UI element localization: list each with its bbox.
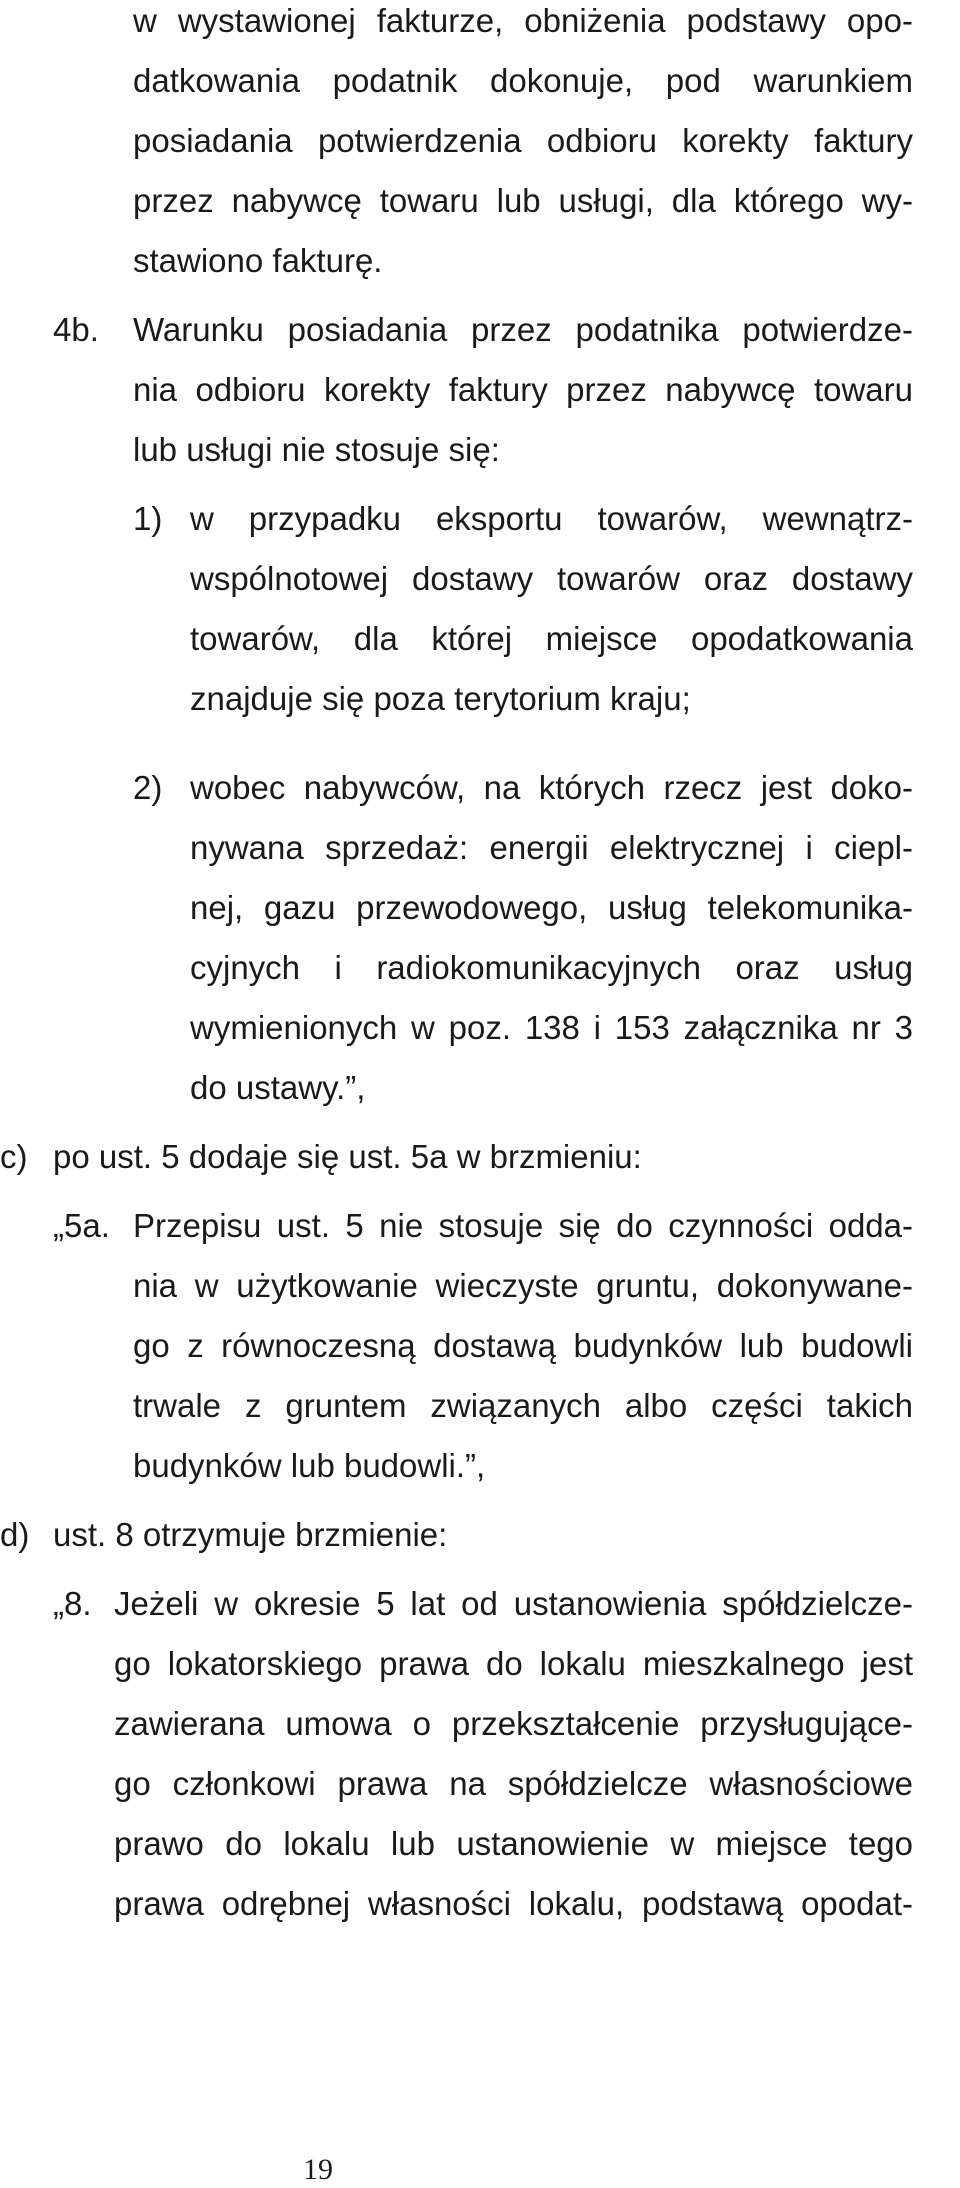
quoted-paragraph-label: „5a. [53,1207,110,1244]
text-line: datkowania podatnik dokonuje, pod warunkiem [133,62,913,99]
text-line: przez nabywcę towaru lub usługi, dla którego wy- [133,182,913,219]
text-line: prawo do lokalu lub ustanowienie w miejsce tego [114,1825,913,1862]
text-line: go lokatorskiego prawa do lokalu mieszkalnego jest [114,1645,913,1682]
text-line: zawierana umowa o przekształcenie przysługujące- [114,1705,913,1742]
page-number: 19 [303,2153,333,2186]
text-line: nia odbioru korekty faktury przez nabywcę towaru [133,371,913,408]
text-line: wymienionych w poz. 138 i 153 załącznika nr 3 [190,1009,913,1046]
text-line: go członkowi prawa na spółdzielcze własnościowe [114,1765,913,1802]
text-line: lub usługi nie stosuje się: [133,431,500,468]
amendment-instruction: ust. 8 otrzymuje brzmienie: [53,1516,448,1553]
text-line: prawa odrębnej własności lokalu, podstawą opodat- [114,1885,913,1922]
text-line: stawiono fakturę. [133,242,383,279]
text-line: wobec nabywców, na których rzecz jest doko- [190,769,913,806]
letter-label: d) [0,1516,30,1553]
amendment-instruction: po ust. 5 dodaje się ust. 5a w brzmieniu: [53,1138,642,1175]
text-line: do ustawy.”, [190,1069,366,1106]
text-line: w przypadku eksportu towarów, wewnątrz- [190,500,913,537]
text-line: posiadania potwierdzenia odbioru korekty faktury [133,122,913,159]
text-line: go z równoczesną dostawą budynków lub budowli [133,1327,913,1364]
text-line: Jeżeli w okresie 5 lat od ustanowienia spółdzielcze- [114,1585,913,1622]
paragraph-label: 4b. [53,311,99,348]
text-line: wspólnotowej dostawy towarów oraz dostawy [190,560,913,597]
text-line: nej, gazu przewodowego, usług telekomunika- [190,889,913,926]
text-line: cyjnych i radiokomunikacyjnych oraz usług [190,949,913,986]
letter-label: c) [0,1138,28,1175]
text-line: nia w użytkowanie wieczyste gruntu, dokonywane- [133,1267,913,1304]
quoted-paragraph-label: „8. [53,1585,92,1622]
text-line: Warunku posiadania przez podatnika potwierdze- [133,311,913,348]
text-line: w wystawionej fakturze, obniżenia podstawy opo- [133,2,913,39]
point-label: 2) [133,769,163,806]
text-line: budynków lub budowli.”, [133,1447,486,1484]
text-line: nywana sprzedaż: energii elektrycznej i ciepl- [190,829,913,866]
text-line: znajduje się poza terytorium kraju; [190,680,691,717]
point-label: 1) [133,500,163,537]
text-line: Przepisu ust. 5 nie stosuje się do czynności odda- [133,1207,913,1244]
text-line: trwale z gruntem związanych albo części takich [133,1387,913,1424]
text-line: towarów, dla której miejsce opodatkowania [190,620,913,657]
